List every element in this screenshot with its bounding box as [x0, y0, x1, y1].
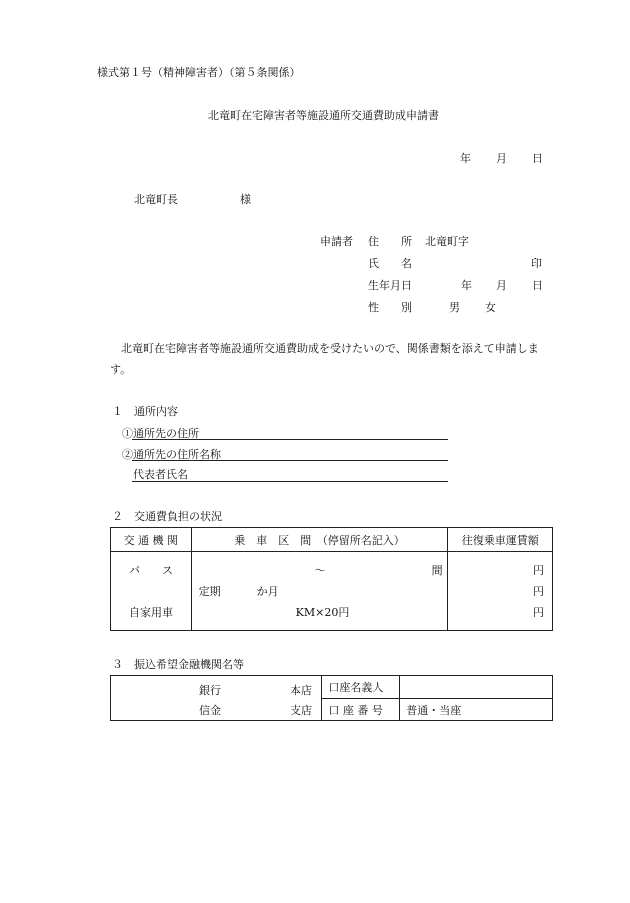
- date-month: 月: [496, 152, 507, 165]
- sex-male: 男: [449, 301, 460, 314]
- route-pass-label: 定期: [198, 585, 221, 598]
- mode-private-car: 自家用車: [129, 606, 173, 619]
- applicant-label: 申請者: [320, 235, 353, 248]
- birth-day: 日: [532, 279, 543, 292]
- address-label: 住 所: [368, 235, 412, 248]
- section1-item1-line: [132, 439, 448, 440]
- route-car-km: KM×20円: [295, 606, 350, 619]
- header-transport-mode: 交 通 機 関: [111, 528, 192, 552]
- fare-car: 円: [533, 606, 544, 619]
- account-holder-value: [400, 676, 553, 699]
- account-holder-label: 口座名義人: [322, 676, 400, 699]
- birth-label: 生年月日: [368, 279, 412, 292]
- head-office-label: 本店: [290, 684, 312, 697]
- section1-item2: ②通所先の住所名称: [122, 448, 221, 461]
- date-day: 日: [532, 152, 543, 165]
- header-route: 乗 車 区 間 （停留所名記入）: [191, 528, 448, 552]
- route-bus-tilde: 〜: [314, 564, 326, 577]
- route-cell: [191, 552, 448, 631]
- section1-item3-line: [132, 481, 448, 482]
- route-pass-months: か月: [256, 585, 279, 598]
- birth-month: 月: [496, 279, 507, 292]
- body-text-line1: 北竜町在宅障害者等施設通所交通費助成を受けたいので、関係書類を添えて申請しま: [121, 342, 539, 355]
- sex-female: 女: [485, 301, 496, 314]
- section1-item2-line: [132, 460, 448, 461]
- fare-cell: [448, 552, 553, 631]
- date-year: 年: [460, 152, 471, 165]
- credit-union-label: 信金: [199, 704, 221, 717]
- section1-item1: ①通所先の住所: [122, 427, 199, 440]
- address-value: 北竜町字: [425, 235, 469, 248]
- section2-heading: ２ 交通費負担の状況: [112, 510, 222, 523]
- form-label: 様式第１号（精神障害者）（第５条関係）: [97, 66, 301, 79]
- seal-mark: 印: [531, 257, 542, 270]
- account-type-value: 普通・当座: [400, 699, 553, 721]
- fare-bus: 円: [533, 564, 544, 577]
- bank-table: [110, 675, 553, 721]
- addressee-name: 北竜町長: [134, 193, 178, 206]
- form-title: 北竜町在宅障害者等施設通所交通費助成申請書: [208, 109, 439, 122]
- section1-heading: １ 通所内容: [112, 405, 178, 418]
- fare-pass: 円: [533, 585, 544, 598]
- name-label: 氏 名: [368, 257, 412, 270]
- bank-name-cell: [111, 676, 322, 721]
- branch-label: 支店: [290, 704, 312, 717]
- bank-label: 銀行: [199, 684, 221, 697]
- sex-label: 性 別: [368, 301, 412, 314]
- transport-table: [110, 527, 553, 631]
- section1-item3: 代表者氏名: [133, 468, 188, 481]
- account-number-label: 口 座 番 号: [322, 699, 400, 721]
- route-bus-between: 間: [431, 564, 443, 577]
- birth-year: 年: [461, 279, 472, 292]
- body-text-line2: す。: [110, 363, 132, 376]
- header-fare: 往復乗車運賃額: [448, 528, 553, 552]
- addressee-honorific: 様: [240, 193, 251, 206]
- section3-heading: ３ 振込希望金融機関名等: [112, 658, 244, 671]
- transport-modes-cell: [111, 552, 192, 631]
- mode-bus: バ ス: [129, 564, 173, 577]
